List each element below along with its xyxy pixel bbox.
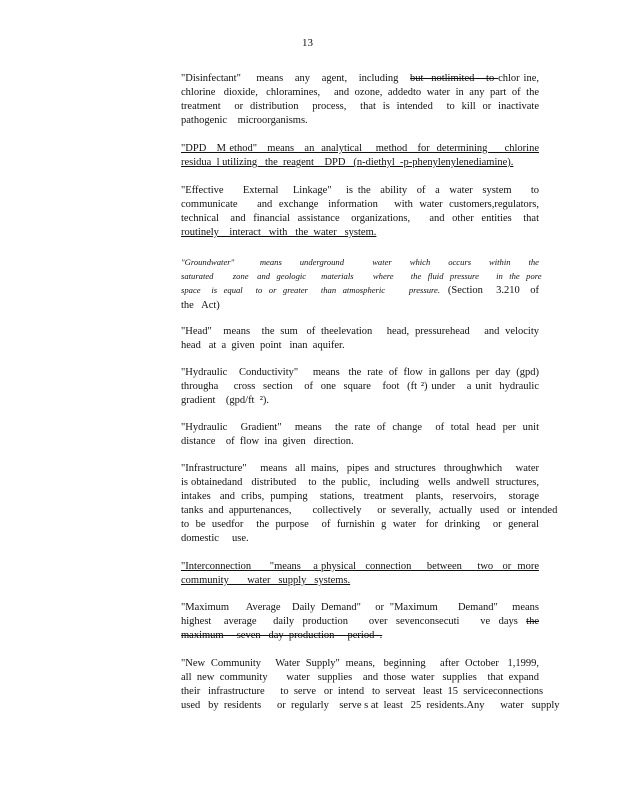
text-line [181, 615, 539, 629]
text-run: chlorine dioxide, chloramines, and ozone, addedto water in any part of the [181, 87, 539, 98]
text-line [181, 671, 539, 685]
text-line [181, 198, 539, 212]
text-line [181, 269, 542, 283]
text-line [181, 394, 539, 408]
struck-text: maximum seven day production period . [181, 630, 383, 641]
text-run: all new community water supplies and those water supplies that expand [181, 672, 539, 683]
text-run: community water supply systems. [181, 575, 351, 586]
definition-groundwater [181, 255, 542, 313]
definition-hydraulic-gradient [181, 421, 539, 449]
text-line [181, 518, 539, 532]
text-run: gradient (gpd/ft ²). [181, 395, 269, 406]
text-run: "Infrastructure" means all mains, pipes and structures throughwhich water [181, 463, 539, 474]
text-line [181, 298, 539, 313]
text-line [181, 574, 539, 588]
text-run: distance of flow ina given direction. [181, 436, 354, 447]
text-run: technical and financial assistance organizations, and other entities that [181, 213, 539, 224]
text-run: "Interconnection "means a physical connection between two or more [181, 561, 539, 572]
text-run: chlor ine, [498, 73, 540, 84]
text-run: communicate and exchange information with water customers,regulators, [181, 199, 539, 210]
text-line [181, 685, 544, 699]
text-line [181, 657, 539, 671]
text-line [181, 532, 539, 546]
text-run: highest average daily production over sevenconsecuti ve days [181, 616, 527, 627]
text-line [181, 629, 539, 643]
struck-text: but notlimited to [410, 73, 499, 84]
definition-head [181, 325, 539, 353]
text-line [181, 490, 539, 504]
underlined-text: routinely interact with the water system. [181, 227, 377, 238]
text-run: "Groundwater" means underground water which occurs within the [181, 257, 539, 267]
definition-disinfectant [181, 72, 539, 128]
text-line [181, 380, 539, 394]
text-run: "New Community Water Supply" means, beginning after October 1,1999, [181, 658, 539, 669]
text-line [181, 184, 539, 198]
text-run: domestic use. [181, 533, 249, 544]
definition-hydraulic-conductivity [181, 366, 539, 408]
citation-text: the Act) [181, 300, 220, 311]
text-line [181, 255, 539, 269]
text-run: space is equal to or greater than atmospheric pressure. [181, 285, 440, 295]
text-line [181, 462, 539, 476]
text-line [181, 156, 539, 170]
text-line [181, 212, 539, 226]
definition-dpd-method [181, 142, 539, 170]
text-line [181, 435, 539, 449]
text-run: "Maximum Average Daily Demand" or "Maximum Demand" means [181, 602, 539, 613]
text-run: is obtainedand distributed to the public, including wells andwell structures, [181, 477, 539, 488]
text-line [181, 114, 539, 128]
text-line [181, 504, 558, 518]
text-run: througha cross section of one square foot (ft ²) under a unit hydraulic [181, 381, 539, 392]
text-line [181, 339, 539, 353]
text-run: "DPD M ethod" means an analytical method for determining chlorine [181, 143, 539, 154]
text-run: treatment or distribution process, that is intended to kill or inactivate [181, 101, 539, 112]
text-run: tanks and appurtenances, collectively or severally, actually used or intended [181, 505, 558, 516]
text-line [181, 601, 539, 615]
citation-text: (Section 3.210 of [439, 285, 539, 296]
text-run: their infrastructure to serve or intend to serveat least 15 serviceconnections [181, 686, 544, 697]
text-line [181, 72, 539, 86]
definition-effective-external-linkage [181, 184, 539, 240]
text-line [181, 699, 560, 713]
text-run: used by residents or regularly serve s at least 25 residents.Any water supply [181, 700, 560, 711]
text-line [181, 86, 539, 100]
text-run: to be usedfor the purpose of furnishin g water for drinking or general [181, 519, 539, 530]
definition-maximum-average-daily-demand [181, 601, 539, 643]
text-run: saturated zone and geologic materials where the fluid pressure in the pore [181, 271, 542, 281]
text-line [181, 100, 539, 114]
struck-text: the [526, 616, 539, 627]
page-number: 13 [302, 37, 313, 49]
text-run: intakes and cribs, pumping stations, treatment plants, reservoirs, storage [181, 491, 539, 502]
text-line [181, 325, 539, 339]
text-run: head at a given point inan aquifer. [181, 340, 345, 351]
definition-interconnection [181, 560, 539, 588]
text-line [181, 421, 539, 435]
text-run: pathogenic microorganisms. [181, 115, 308, 126]
text-line [181, 476, 539, 490]
text-run: residua l utilizing the reagent DPD (n-diethyl -p-phenylenylenediamine). [181, 157, 514, 168]
text-run: "Hydraulic Conductivity" means the rate of flow in gallons per day (gpd) [181, 367, 539, 378]
definition-infrastructure [181, 462, 558, 546]
text-line [181, 366, 539, 380]
text-run: "Disinfectant" means any agent, including [181, 73, 411, 84]
text-line [181, 283, 539, 298]
text-run: "Effective External Linkage" is the ability of a water system to [181, 185, 539, 196]
text-line [181, 142, 539, 156]
text-run: "Hydraulic Gradient" means the rate of change of total head per unit [181, 422, 539, 433]
text-line [181, 226, 539, 240]
text-line [181, 560, 539, 574]
text-run: "Head" means the sum of theelevation head, pressurehead and velocity [181, 326, 539, 337]
definition-new-community-water-supply [181, 657, 560, 713]
